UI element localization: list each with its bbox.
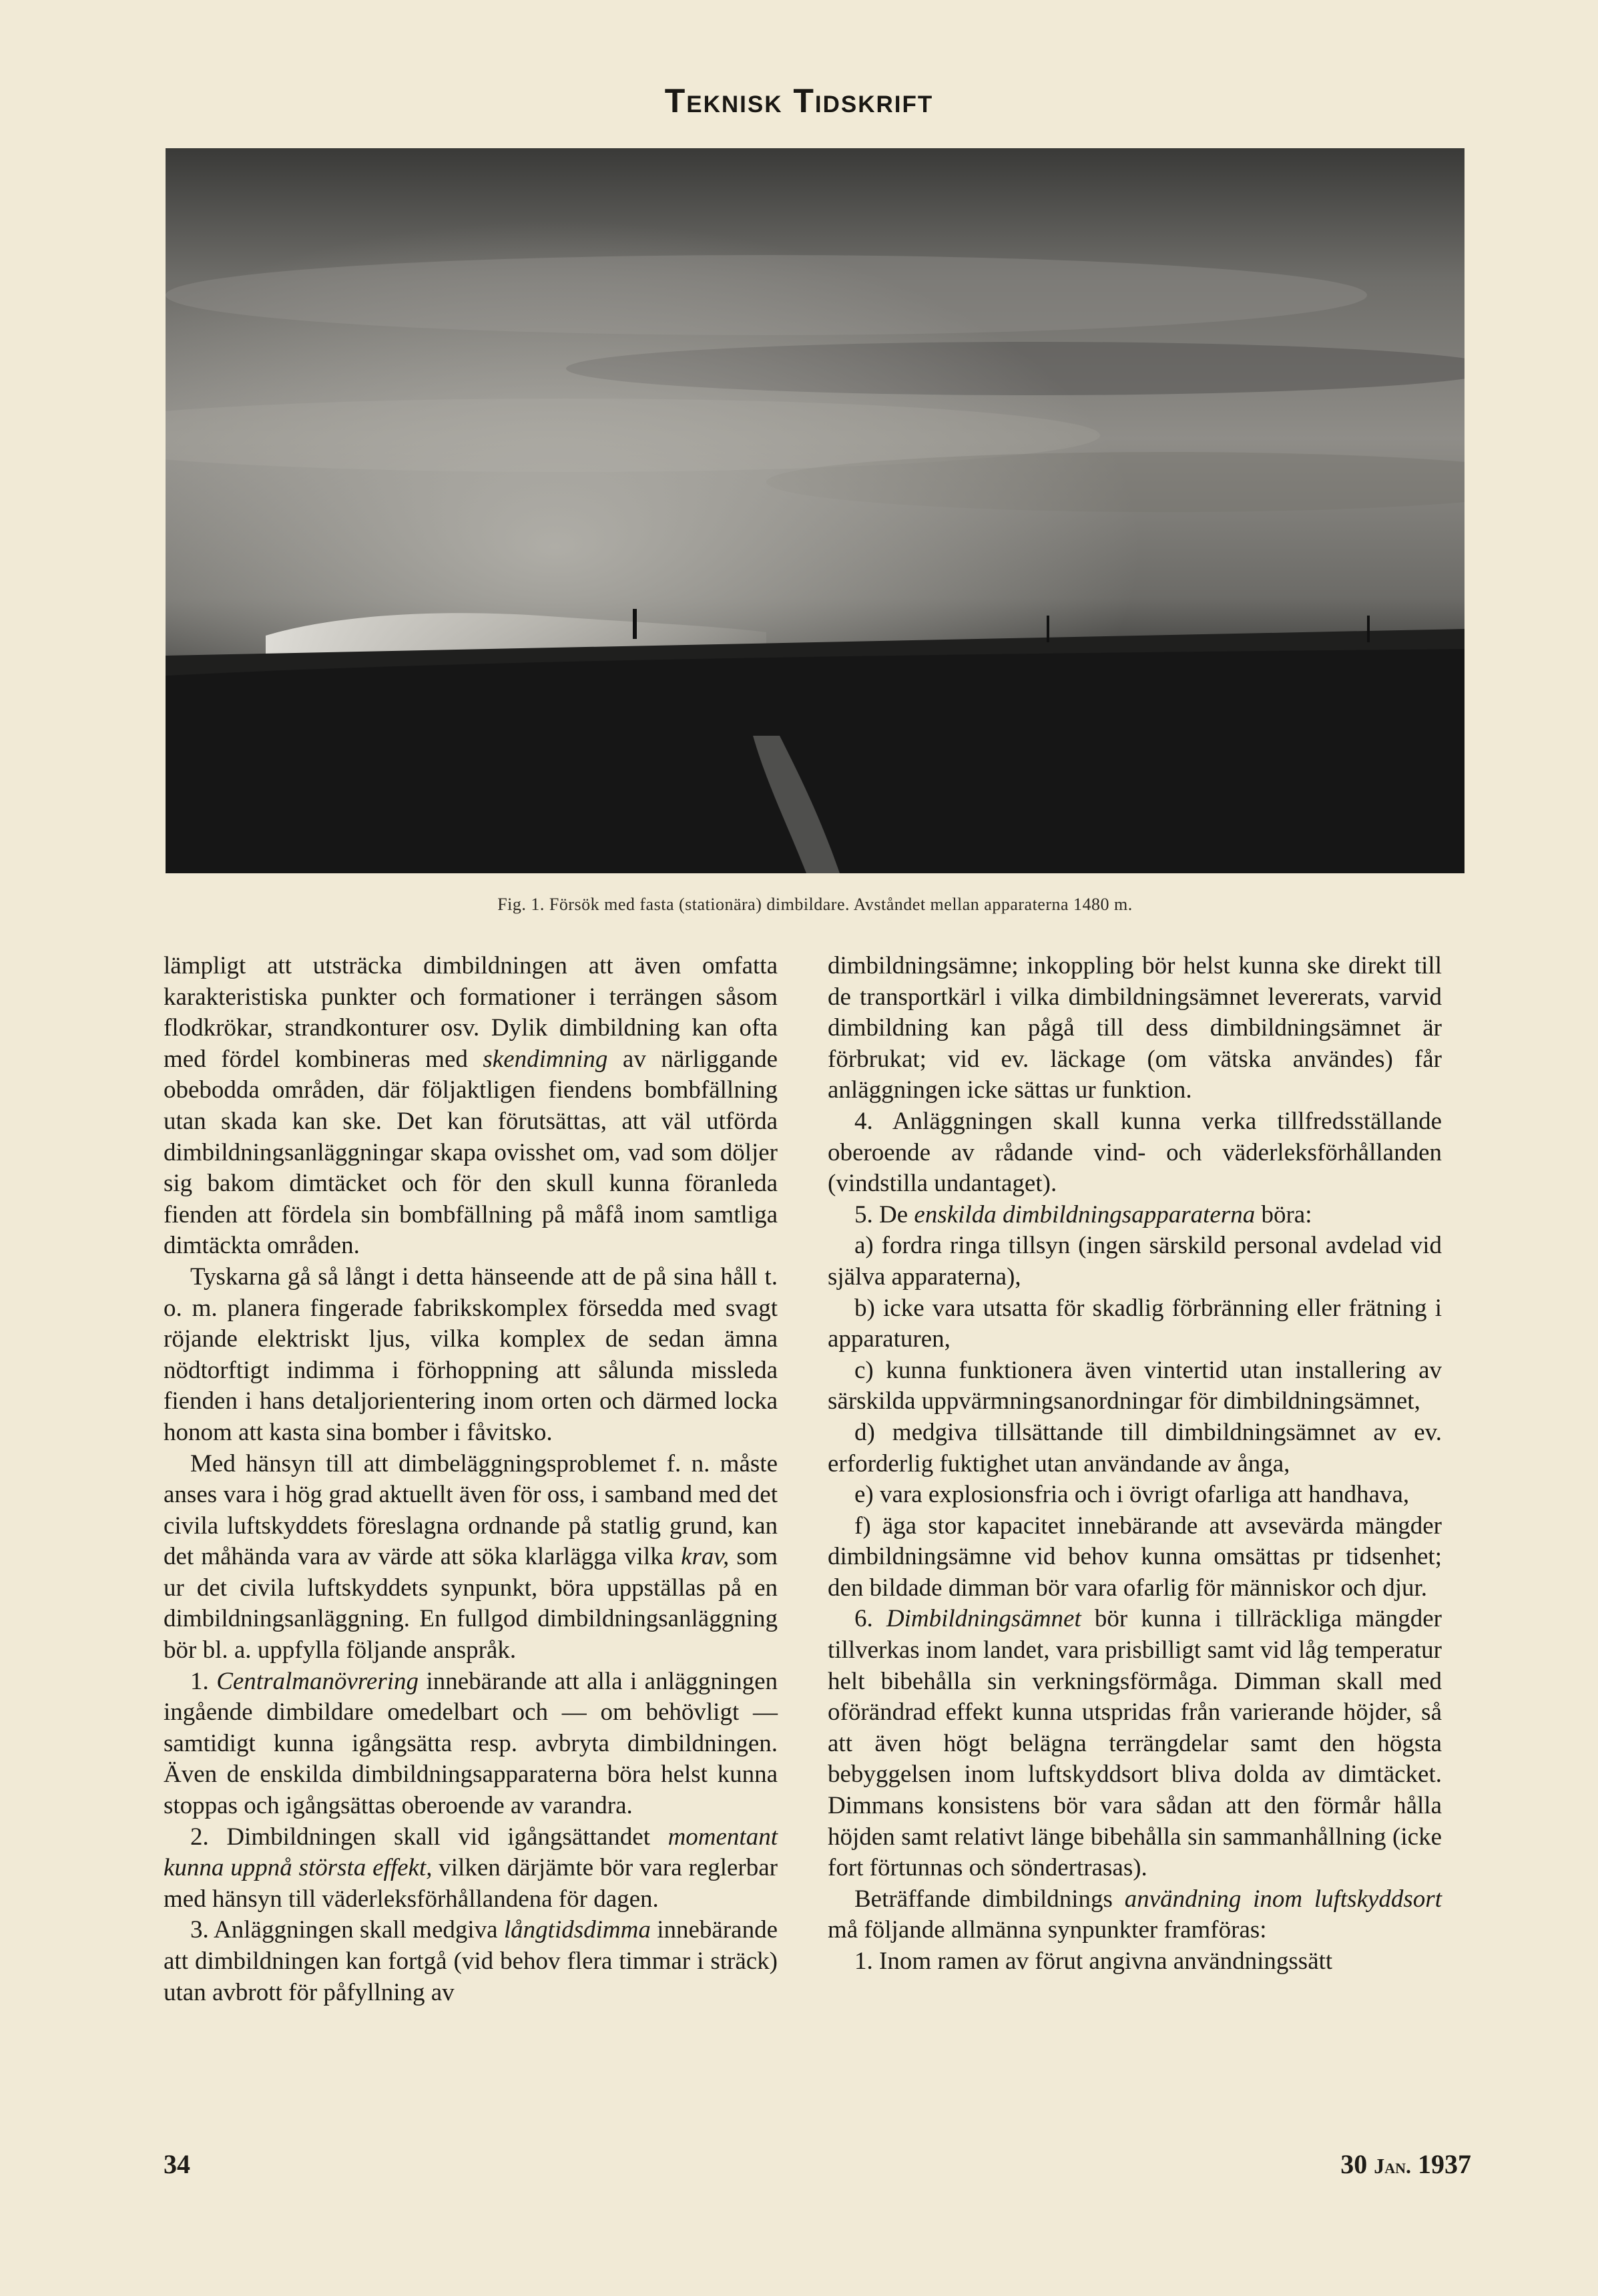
issue-date: 30 Jan. 1937 <box>1340 2149 1471 2179</box>
paragraph: lämpligt att utsträcka dimbildningen att även omfatta karakteristiska punkter och formationer i terrängen såsom flodkrökar, strandkonturer osv. Dylik dimbildning kan ofta med fördel kombineras med skendimning av närliggande obebodda områden, där följaktligen fiendens bombfällning utan skada kan ske. Det kan förutsättas, att väl utförda dimbildningsanläggningar skapa ovisshet om, vad som döljer sig bakom dimtäcket och för den skull kunna föranleda fienden att fördela sin bombfällning på måfå inom samtliga dimtäckta områden. <box>164 952 778 1260</box>
journal-title: Teknisk Tidskrift <box>664 82 934 120</box>
paragraph: Tyskarna gå så långt i detta hänseende att de på sina håll t. o. m. planera fingerade fabrikskomplex försedda med svagt röjande elektriskt ljus, vilka komplex de sedan ämna nödtorftigt indimma i förhoppning att sålunda missleda fienden i hans detaljorientering inom orten och därmed locka honom att kasta sina bomber i fåvitsko. <box>164 1262 778 1446</box>
list-item: 1. Inom ramen av förut angivna användningssätt <box>854 1947 1333 1975</box>
paragraph: Med hänsyn till att dimbeläggningsproblemet f. n. måste anses vara i hög grad aktuellt även för oss, i samband med det civila luftskyddets föreslagna ordnande på statlig grund, kan det måhända vara av värde att söka klarlägga vilka krav, som ur det civila luftskyddets synpunkt, böra uppställas på en dimbildningsanläggning. En fullgod dimbildningsanläggning bör bl. a. uppfylla följande anspråk. <box>164 1449 778 1664</box>
list-item: b) icke vara utsatta för skadlig förbränning eller frätning i apparaturen, <box>828 1294 1442 1353</box>
text-column-right <box>828 951 1442 1978</box>
page-number: 34 <box>164 2149 190 2179</box>
figure-photo <box>166 148 1464 873</box>
list-item: 2. Dimbildningen skall vid igångsättandet momentant kunna uppnå största effekt, vilken därjämte bör vara reglerbar med hänsyn till väderleksförhållandena för dagen. <box>164 1823 778 1913</box>
paragraph: dimbildningsämne; inkoppling bör helst kunna ske direkt till de transportkärl i vilka dimbildningsämnet levererats, varvid dimbildning kan pågå till dess dimbildningsämnet är förbrukat; vid ev. läckage (om vätska användes) får anläggningen icke sättas ur funktion. <box>828 952 1442 1104</box>
list-item: d) medgiva tillsättande till dimbildningsämnet av ev. erforderlig fuktighet utan användande av ånga, <box>828 1418 1442 1477</box>
fog-landscape-image <box>166 148 1464 873</box>
list-item: 1. Centralmanövrering innebärande att alla i anläggningen ingående dimbildare omedelbart och — om behövligt — samtidigt kunna igångsätta resp. avbryta dimbildningen. Även de enskilda dimbildningsapparaterna böra helst kunna stoppas och igångsättas oberoende av varandra. <box>164 1667 778 1820</box>
list-item: a) fordra ringa tillsyn (ingen särskild personal avdelad vid själva apparaterna), <box>828 1232 1442 1291</box>
paragraph: Beträffande dimbildnings användning inom luftskyddsort må följande allmänna synpunkter framföras: <box>828 1885 1442 1944</box>
list-item: 6. Dimbildningsämnet bör kunna i tillräckliga mängder tillverkas inom landet, vara prisbilligt samt vid låg temperatur helt bibehålla sin verkningsförmåga. Dimman skall med oförändrad effekt kunna utspridas från varierande höjder, så att även högt belägna terrängdelar samt den högsta bebyggelsen inom luftskyddsort bliva dolda av dimtäcket. Dimmans konsistens bör vara sådan att den förmår hålla höjden samt relativt länge bibehålla sin sammanhållning (icke fort förtunnas och söndertrasas). <box>828 1605 1442 1882</box>
list-item: 5. De enskilda dimbildningsapparaterna böra: <box>854 1200 1312 1228</box>
figure-caption: Fig. 1. Försök med fasta (stationära) dimbildare. Avståndet mellan apparaterna 1480 m. <box>497 895 1133 914</box>
list-item: f) äga stor kapacitet innebärande att avsevärda mängder dimbildningsämne vid behov kunna omsättas pr tidsenhet; den bildade dimman bör vara ofarlig för människor och djur. <box>828 1512 1442 1602</box>
list-item: c) kunna funktionera även vintertid utan installering av särskilda uppvärmningsanordningar för dimbildningsämnet, <box>828 1356 1442 1415</box>
list-item: e) vara explosionsfria och i övrigt ofarliga att handhava, <box>854 1481 1410 1509</box>
text-column-left <box>164 951 778 2008</box>
list-item: 3. Anläggningen skall medgiva långtidsdimma innebärande att dimbildningen kan fortgå (vid behov flera timmar i sträck) utan avbrott för påfyllning av <box>164 1916 778 2006</box>
list-item: 4. Anläggningen skall kunna verka tillfredsställande oberoende av rådande vind- och väderleksförhållanden (vindstilla undantaget). <box>828 1107 1442 1198</box>
